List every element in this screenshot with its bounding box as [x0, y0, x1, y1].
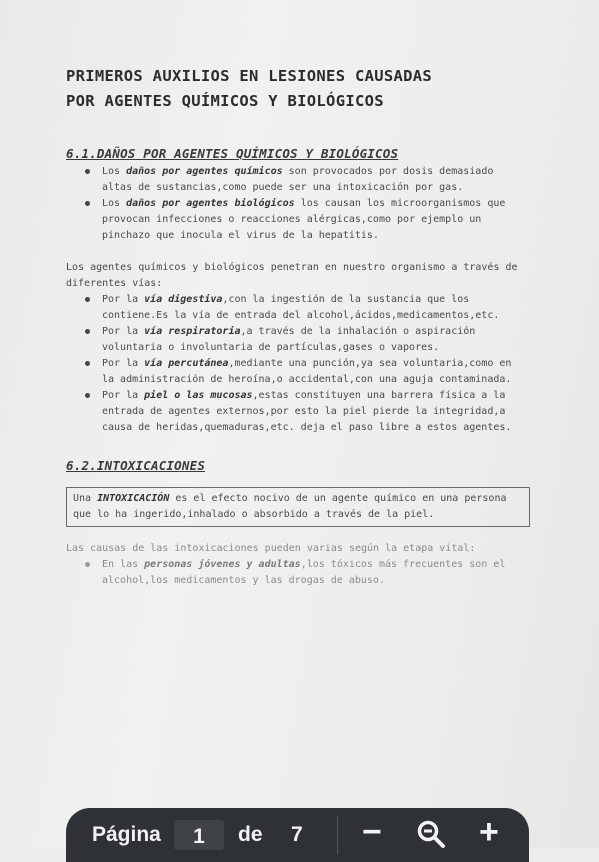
list-item [102, 164, 528, 196]
document-content [66, 64, 528, 589]
causes-intro: Las causas de las intoxicaciones pueden varias según la etapa vital: [66, 543, 476, 554]
page-number-input[interactable]: 1 [174, 820, 224, 850]
item-emphasis: vía respiratoria [144, 326, 241, 337]
list-item [102, 356, 528, 388]
item-emphasis: vía percutánea [144, 358, 229, 369]
item-emphasis: daños por agentes biológicos [126, 198, 295, 209]
section-heading-2: 6.2.INTOXICACIONES [66, 458, 206, 473]
title-line-2: POR AGENTES QUÍMICOS Y BIOLÓGICOS [66, 92, 384, 110]
magnifier-icon[interactable] [416, 818, 446, 858]
item-text: ,a través de la inhalación o aspiración voluntaria o involuntaria de partículas,gases o vapores. [102, 326, 476, 353]
item-emphasis: personas jóvenes y adultas [144, 559, 301, 570]
list-item [102, 196, 528, 244]
page-label: Página [92, 823, 161, 846]
list-item [102, 388, 528, 436]
item-text: ,con la ingestión de la sustancia que los contiene.Es la vía de entrada del alcohol,ácidos,medicamentos,etc. [102, 294, 500, 321]
item-text: son provocados por dosis demasiado altas de sustancias,como puede ser una intoxicación por gas. [102, 166, 494, 193]
item-emphasis: piel o las mucosas [144, 390, 253, 401]
list-item [102, 557, 528, 589]
magnifier-icon-svg [416, 819, 446, 849]
title-line-1: PRIMEROS AUXILIOS EN LESIONES CAUSADAS [66, 67, 433, 85]
item-text: ,los tóxicos más frecuentes son el alcohol,los medicamentos y las drogas de abuso. [102, 559, 506, 586]
definition-text: Una [73, 493, 98, 504]
causes-list [66, 557, 528, 589]
item-text: En las [102, 559, 145, 570]
definition-box [66, 487, 530, 527]
total-pages: 7 [291, 823, 303, 846]
of-label: de [238, 823, 263, 846]
page-navigation-toolbar [66, 808, 529, 862]
list-item [102, 324, 528, 356]
item-emphasis: daños por agentes químicos [126, 166, 283, 177]
item-text: Por la [102, 390, 145, 401]
toolbar-divider [337, 816, 338, 854]
item-text: Los [102, 198, 127, 209]
item-text: Por la [102, 358, 145, 369]
item-text: ,mediante una punción,ya sea voluntaria,como en la administración de heroína,o accidental,con una aguja contaminada. [102, 358, 512, 385]
list-item [102, 292, 528, 324]
item-text: Por la [102, 326, 145, 337]
routes-intro: Los agentes químicos y biológicos penetran en nuestro organismo a través de diferentes vías: [66, 262, 518, 289]
item-text: los causan los microorganismos que provocan infecciones o reacciones alérgicas,como por ejemplo un pinchazo que inocula el virus de la hepatitis. [102, 198, 506, 241]
zoom-in-button[interactable]: + [479, 813, 499, 851]
item-text: Por la [102, 294, 145, 305]
damage-list [66, 164, 528, 244]
section-heading-1: 6.1.DAÑOS POR AGENTES QUÍMICOS Y BIOLÓGICOS [66, 146, 399, 161]
zoom-out-button[interactable]: − [362, 813, 382, 851]
definition-term: INTOXICACIÓN [97, 493, 170, 504]
item-emphasis: vía digestiva [144, 294, 223, 305]
item-text: ,estas constituyen una barrera física a la entrada de agentes externos,por esto la piel pierde la integridad,a causa de heridas,quemaduras,etc. deja el paso libre a estos agentes. [102, 390, 512, 433]
page-title [66, 64, 528, 114]
routes-list [66, 292, 528, 436]
item-text: Los [102, 166, 127, 177]
definition-text: es el efecto nocivo de un agente químico en una persona que lo ha ingerido,inhalado o absorbido a través de la piel. [73, 493, 507, 520]
